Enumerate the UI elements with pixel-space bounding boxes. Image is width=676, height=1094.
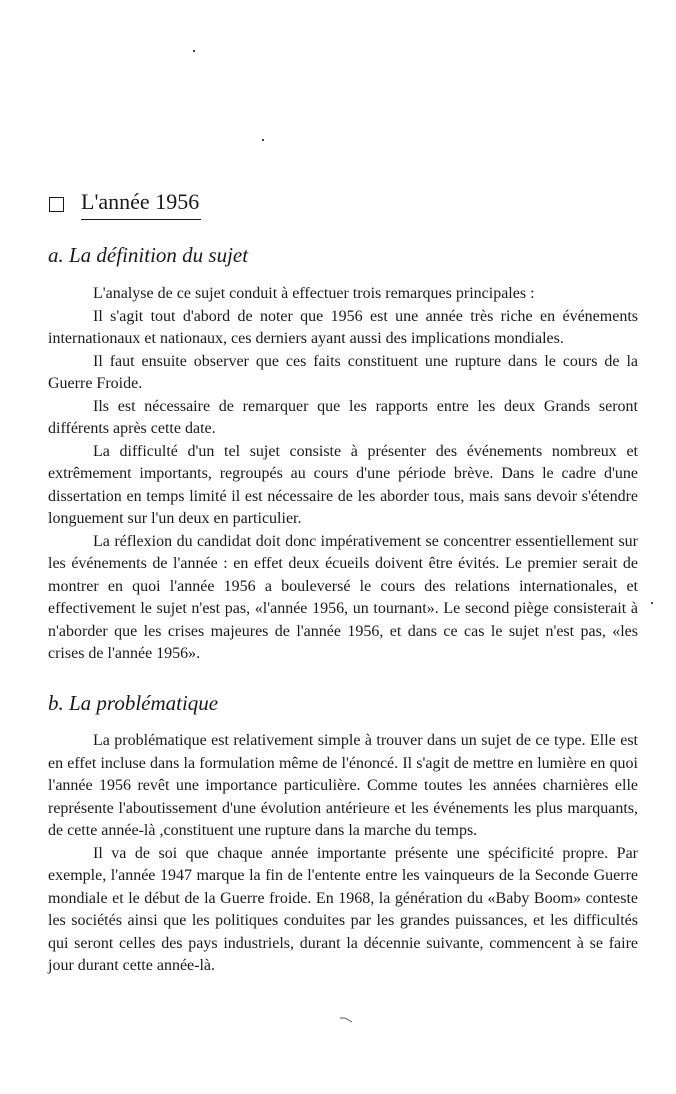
scan-speck [193, 50, 195, 52]
scan-speck [651, 602, 653, 604]
section-b-title: b. La problématique [48, 691, 219, 715]
paragraph: L'analyse de ce sujet conduit à effectuer trois remarques principales : [93, 285, 535, 302]
section-a-title: a. La définition du sujet [48, 243, 249, 267]
paragraph: La problématique est relativement simple à trouver dans un sujet de ce type. Elle est en effet incluse dans la formulation même de l'énoncé. Il s'agit de mettre en lumière en quoi l'année 1956 revêt une importance particulière. Comme toutes les années charnières elle représente l'aboutissement d'une évolution antérieure et les événements les plus marquants, de cette année-là ,constituent une rupture dans la marche du temps. [48, 732, 638, 839]
section-b-body [48, 730, 638, 978]
paragraph: Ils est nécessaire de remarquer que les rapports entre les deux Grands seront différents après cette date. [48, 397, 638, 437]
section-a-body [48, 283, 638, 666]
paragraph: La réflexion du candidat doit donc impérativement se concentrer essentiellement sur les événements de l'année : en effet deux écueils doivent être évités. Le premier serait de montrer en quoi l'année 1956 a bouleversé le cours des relations internationales, et effectivement le sujet n'est pas, «l'année 1956, un tournant». Le second piège consisterait à n'aborder que les crises majeures de l'année 1956, et dans ce cas le sujet n'est pas, «les crises de l'année 1956». [48, 532, 638, 662]
checkbox-square-icon [49, 197, 64, 212]
paragraph: Il va de soi que chaque année importante présente une spécificité propre. Par exemple, l'année 1947 marque la fin de l'entente entre les vainqueurs de la Seconde Guerre mondiale et le début de la Guerre froide. En 1968, la génération du «Baby Boom» conteste les sociétés ainsi que les politiques conduites par les grandes puissances, et les difficultés qui seront celles des pays industriels, durant la décennie suivante, commencent à se faire jour durant cette année-là. [48, 844, 638, 974]
heading-title: L'année 1956 [81, 187, 201, 220]
paragraph: Il s'agit tout d'abord de noter que 1956 est une année très riche en événements internationaux et nationaux, ces derniers ayant aussi des implications mondiales. [48, 307, 638, 347]
scan-speck [262, 139, 264, 141]
paragraph: La difficulté d'un tel sujet consiste à présenter des événements nombreux et extrêmement importants, regroupés au cours d'une période brève. Dans le cadre d'une dissertation en temps limité il est nécessaire de les aborder tous, mais sans devoir s'étendre longuement sur l'un deux en particulier. [48, 442, 638, 527]
paragraph: Il faut ensuite observer que ces faits constituent une rupture dans le cours de la Guerre Froide. [48, 352, 638, 392]
scan-mark [340, 1017, 354, 1023]
section-heading [49, 186, 201, 220]
